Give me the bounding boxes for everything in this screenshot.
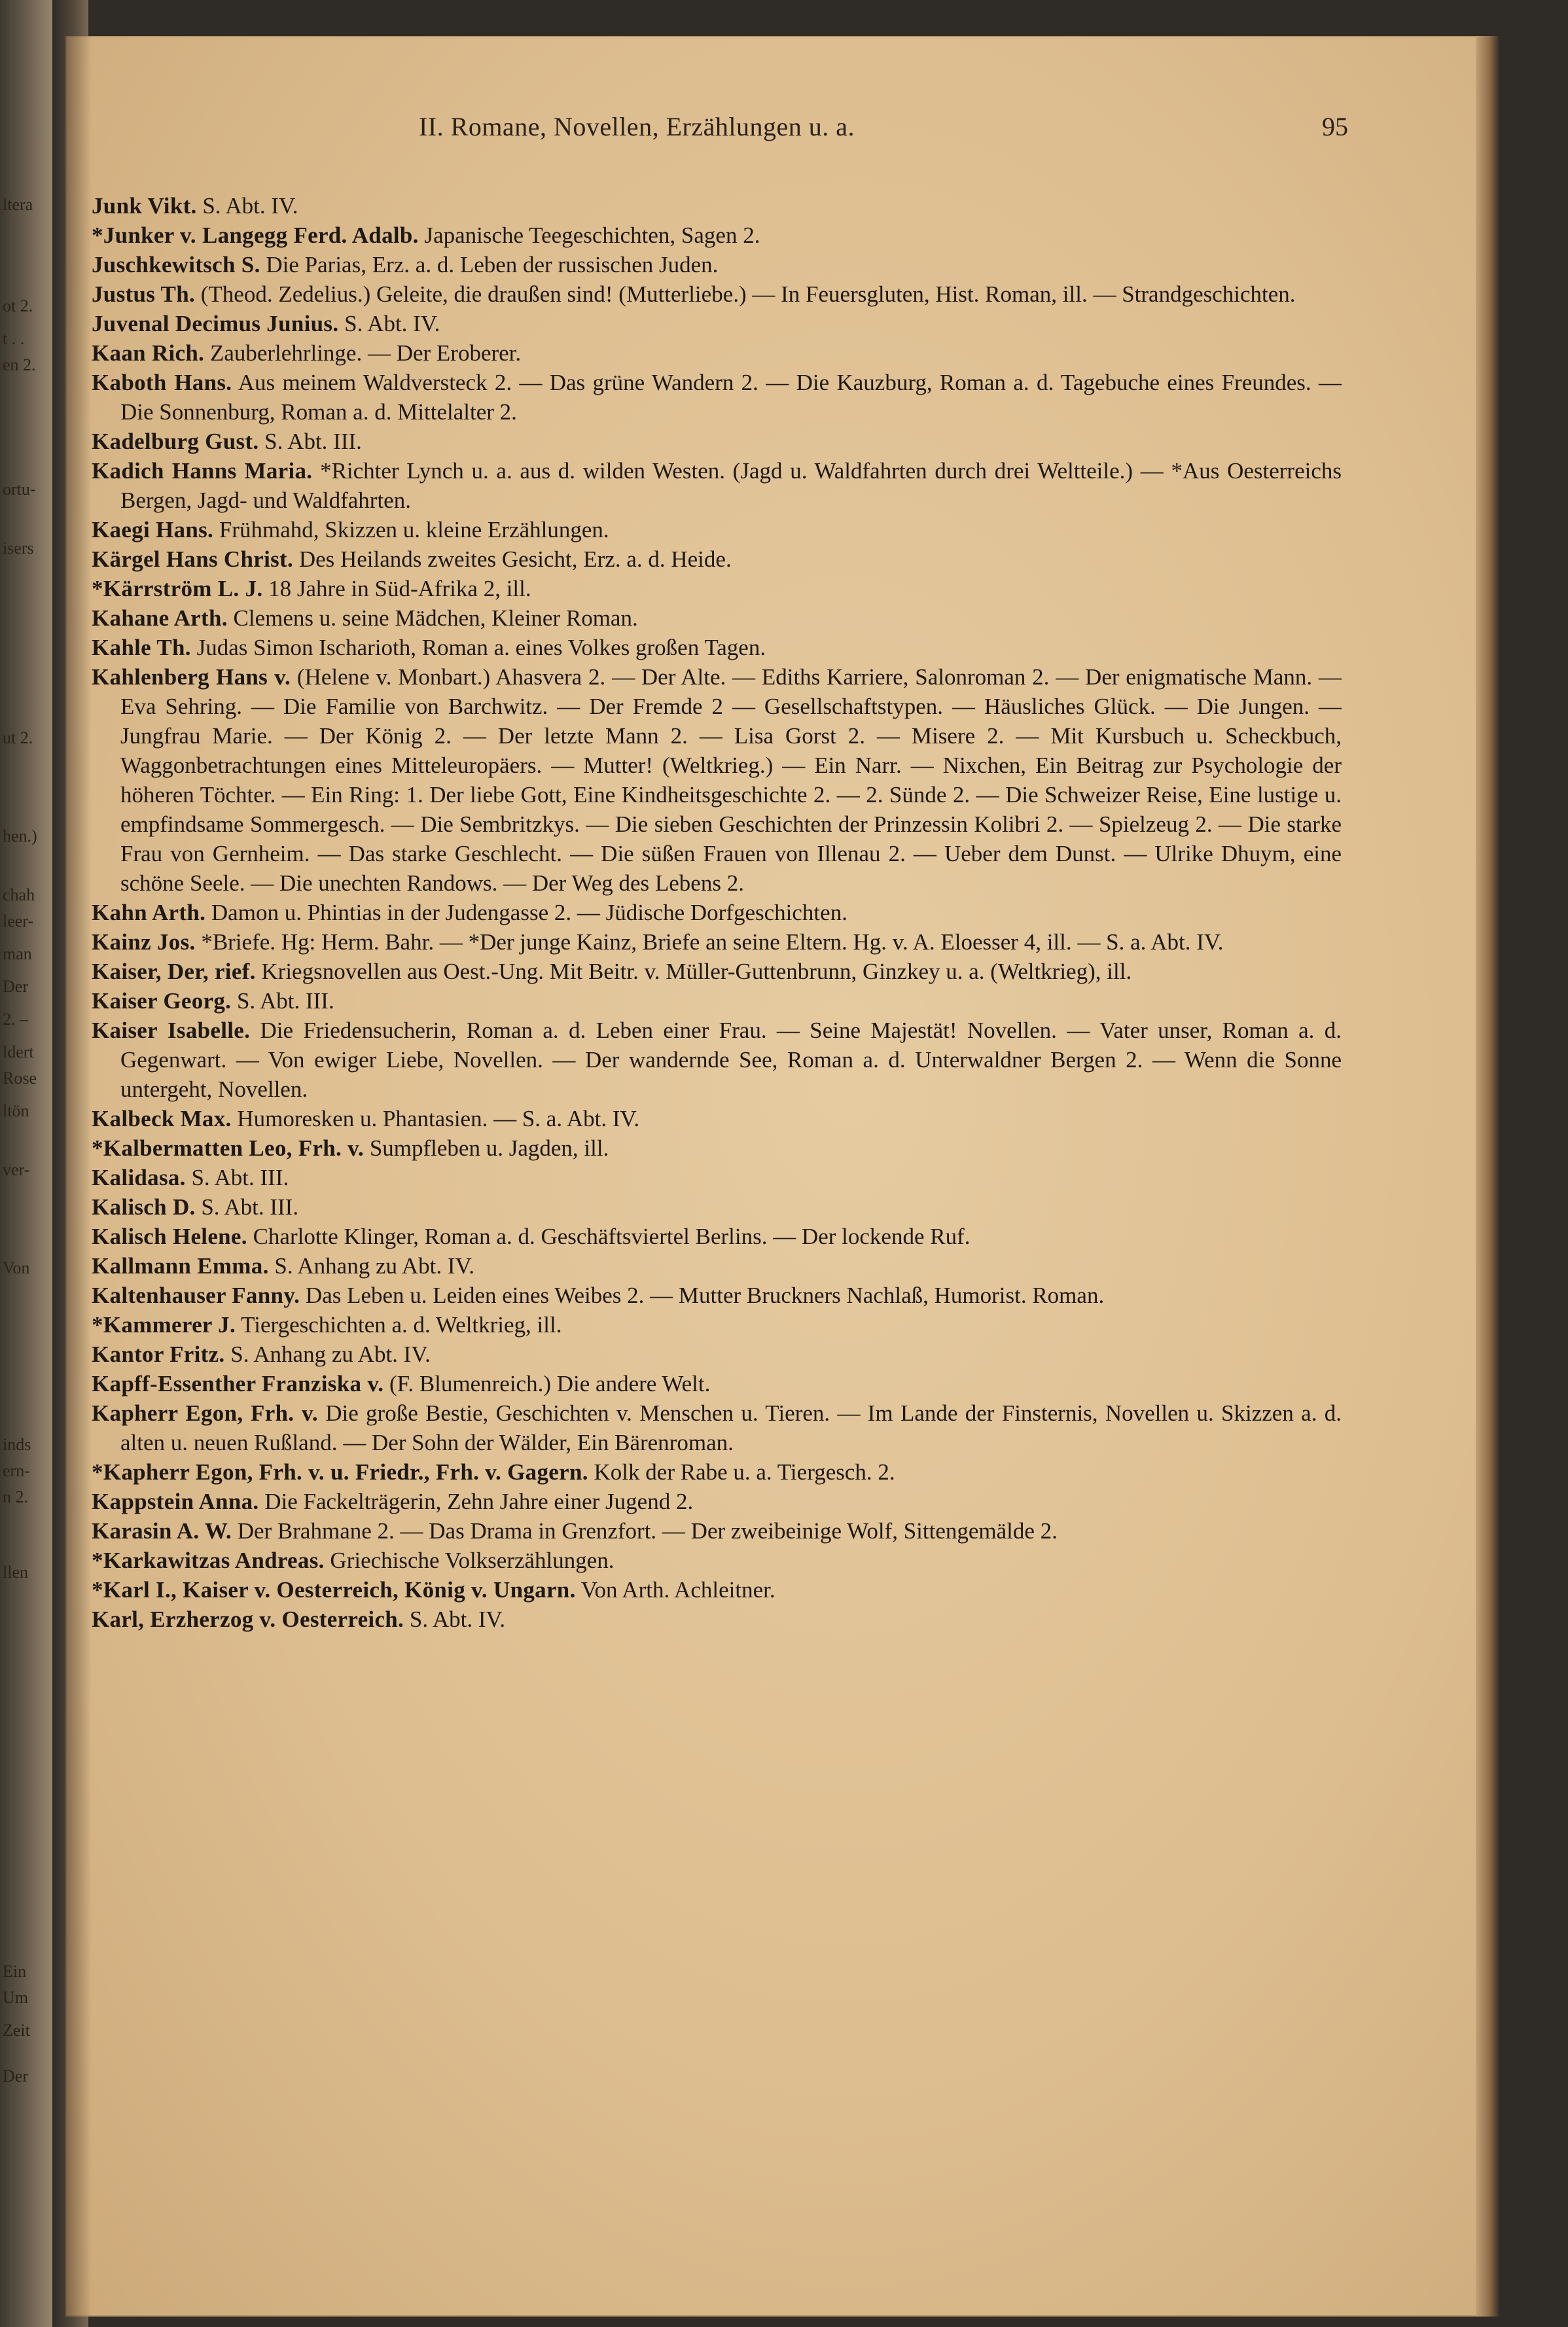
left-margin-fragment: llen bbox=[3, 1563, 28, 1582]
entry-text: Die Parias, Erz. a. d. Leben der russischen Juden. bbox=[260, 252, 719, 277]
entry-text: S. Abt. IV. bbox=[404, 1607, 506, 1632]
left-margin-fragment: ltera bbox=[3, 195, 33, 214]
entry-text: Tiergeschichten a. d. Weltkrieg, ill. bbox=[236, 1312, 562, 1338]
left-margin-fragment: Der bbox=[3, 977, 28, 996]
author-name: Kalbeck Max. bbox=[92, 1106, 232, 1131]
left-margin-fragment: ut 2. bbox=[3, 728, 33, 747]
list-item bbox=[92, 1104, 1342, 1133]
entry-text: 18 Jahre in Süd-Afrika 2, ill. bbox=[262, 576, 531, 601]
author-name: *Junker v. Langegg Ferd. Adalb. bbox=[92, 222, 419, 248]
list-item bbox=[92, 1369, 1342, 1398]
list-item bbox=[92, 309, 1342, 338]
author-name: Kaiser Isabelle. bbox=[92, 1018, 251, 1043]
author-name: *Kärrström L. J. bbox=[92, 576, 263, 601]
list-item bbox=[92, 221, 1342, 250]
entry-text: S. Anhang zu Abt. IV. bbox=[224, 1341, 431, 1367]
entry-text: (Theod. Zedelius.) Geleite, die draußen sind! (Mutterliebe.) — In Feuersgluten, Hist. Roman, ill. — Strandgeschichten. bbox=[195, 281, 1296, 307]
list-item bbox=[92, 515, 1342, 544]
author-name: Kalisch D. bbox=[92, 1194, 196, 1220]
author-name: Junk Vikt. bbox=[92, 193, 197, 219]
entry-text: Die Fackelträgerin, Zehn Jahre einer Jugend 2. bbox=[258, 1489, 694, 1514]
list-item bbox=[92, 633, 1342, 662]
entry-text: S. Abt. III. bbox=[185, 1165, 289, 1190]
entry-text: Clemens u. seine Mädchen, Kleiner Roman. bbox=[227, 605, 638, 631]
left-margin-fragment: leer- bbox=[3, 912, 34, 931]
entry-text: Die Friedensucherin, Roman a. d. Leben einer Frau. — Seine Majestät! Novellen. — Vater unser, Roman a. d. Gegenwart. — Von ewiger Liebe, Novellen. — Der wandernde See, Roman a. d. Unterwaldner Bergen 2. — Wenn die Sonne untergeht, Novellen. bbox=[120, 1018, 1342, 1102]
list-item bbox=[92, 1398, 1342, 1457]
left-margin-fragment: ver- bbox=[3, 1160, 30, 1179]
author-name: Kahle Th. bbox=[92, 635, 191, 660]
entry-text: (F. Blumenreich.) Die andere Welt. bbox=[383, 1371, 711, 1396]
list-item bbox=[92, 957, 1342, 986]
list-item bbox=[92, 1281, 1342, 1310]
author-name: *Karl I., Kaiser v. Oesterreich, König v. Ungarn. bbox=[92, 1577, 576, 1603]
list-item bbox=[92, 1163, 1342, 1192]
author-name: Kalidasa. bbox=[92, 1165, 186, 1190]
entry-text: Frühmahd, Skizzen u. kleine Erzählungen. bbox=[213, 517, 609, 542]
left-margin-fragment: inds bbox=[3, 1435, 31, 1454]
entry-text: Japanische Teegeschichten, Sagen 2. bbox=[418, 222, 760, 248]
list-item bbox=[92, 603, 1342, 633]
author-name: Karl, Erzherzog v. Oesterreich. bbox=[92, 1607, 404, 1632]
entry-text: Judas Simon Ischarioth, Roman a. eines Volkes großen Tagen. bbox=[190, 635, 766, 660]
left-margin-fragment: 2. – bbox=[3, 1010, 28, 1029]
list-item bbox=[92, 1133, 1342, 1163]
left-margin-fragment: t . . bbox=[3, 329, 25, 348]
left-margin-fragment: Von bbox=[3, 1258, 30, 1277]
author-name: Kantor Fritz. bbox=[92, 1341, 225, 1367]
left-margin-fragment: chah bbox=[3, 885, 35, 904]
entry-text: S. Abt. III. bbox=[258, 429, 362, 454]
list-item bbox=[92, 427, 1342, 456]
entry-text: Kriegsnovellen aus Oest.-Ung. Mit Beitr. v. Müller-Guttenbrunn, Ginzkey u. a. (Weltkrieg), ill. bbox=[255, 959, 1132, 984]
author-name: Kadich Hanns Maria. bbox=[92, 458, 313, 484]
left-margin-fragment: Ein bbox=[3, 1962, 27, 1981]
entry-text: (Helene v. Monbart.) Ahasvera 2. — Der Alte. — Ediths Karriere, Salonroman 2. — Der enigmatische Mann. — Eva Sehring. — Die Familie von Barchwitz. — Der Fremde 2 — Gesellschaftstypen. — Häusliches Glück. — Die Jungen. — Jungfrau Marie. — Der König 2. — Der letzte Mann 2. — Lisa Gorst 2. — Misere 2. — Mit Kursbuch u. Scheckbuch, Waggonbetrachtungen eines Mitteleuropäers. — Mutter! (Weltkrieg.) — Ein Narr. — Nixchen, Ein Beitrag zur Psychologie der höheren Töchter. — Ein Ring: 1. Der liebe Gott, Eine Kindheitsgeschichte 2. — 2. Sünde 2. — Die Schweizer Reise, Eine lustige u. empfindsame Sommergesch. — Die Sembritzkys. — Die sieben Geschichten der Prinzessin Kolibri 2. — Spielzeug 2. — Die starke Frau von Gernheim. — Das starke Geschlecht. — Die süßen Frauen von Illenau 2. — Ueber dem Dunst. — Ulrike Dhuym, eine schöne Seele. — Die unechten Randows. — Der Weg des Lebens 2. bbox=[120, 664, 1342, 896]
entry-text: S. Abt. IV. bbox=[196, 193, 298, 219]
entry-text: Des Heilands zweites Gesicht, Erz. a. d. Heide. bbox=[293, 546, 732, 572]
author-name: *Kalbermatten Leo, Frh. v. bbox=[92, 1135, 365, 1161]
author-name: Kaegi Hans. bbox=[92, 517, 214, 542]
entry-text: Humoresken u. Phantasien. — S. a. Abt. IV. bbox=[231, 1106, 640, 1131]
list-item bbox=[92, 1222, 1342, 1251]
list-item bbox=[92, 574, 1342, 603]
left-margin-fragment: isers bbox=[3, 539, 34, 558]
author-name: *Kapherr Egon, Frh. v. u. Friedr., Frh. v. Gagern. bbox=[92, 1459, 588, 1485]
left-margin-fragment: Rose bbox=[3, 1069, 37, 1088]
author-name: Kaiser Georg. bbox=[92, 988, 232, 1014]
entry-text: Der Brahmane 2. — Das Drama in Grenzfort. — Der zweibeinige Wolf, Sittengemälde 2. bbox=[231, 1518, 1058, 1544]
left-margin-fragment: ortu- bbox=[3, 480, 36, 499]
author-name: Kahane Arth. bbox=[92, 605, 228, 631]
author-name: *Karkawitzas Andreas. bbox=[92, 1548, 325, 1573]
left-margin-fragment: ot 2. bbox=[3, 296, 33, 315]
list-item bbox=[92, 662, 1342, 898]
list-item bbox=[92, 338, 1342, 368]
author-name: Kadelburg Gust. bbox=[92, 429, 259, 454]
left-margin-fragment: ldert bbox=[3, 1042, 34, 1061]
author-name: Karasin A. W. bbox=[92, 1518, 232, 1544]
entry-text: Zauberlehrlinge. — Der Eroberer. bbox=[204, 340, 522, 366]
entry-text: Damon u. Phintias in der Judengasse 2. — Jüdische Dorfgeschichten. bbox=[205, 900, 847, 925]
entry-text: Sumpfleben u. Jagden, ill. bbox=[364, 1135, 609, 1161]
list-item bbox=[92, 1516, 1342, 1546]
left-margin-fragment: en 2. bbox=[3, 355, 36, 374]
list-item bbox=[92, 1487, 1342, 1516]
entry-text: S. Abt. IV. bbox=[338, 311, 440, 336]
entry-text: S. Abt. III. bbox=[195, 1194, 299, 1220]
entry-text: Charlotte Klinger, Roman a. d. Geschäftsviertel Berlins. — Der lockende Ruf. bbox=[247, 1224, 971, 1249]
entry-text: Die große Bestie, Geschichten v. Menschen u. Tieren. — Im Lande der Finsternis, Novellen u. Skizzen a. d. alten u. neuen Rußland. — Der Sohn der Wälder, Ein Bärenroman. bbox=[120, 1400, 1342, 1455]
bibliography-list bbox=[92, 191, 1342, 1634]
list-item bbox=[92, 191, 1342, 221]
list-item bbox=[92, 986, 1342, 1016]
author-name: *Kammerer J. bbox=[92, 1312, 236, 1338]
list-item bbox=[92, 1251, 1342, 1281]
author-name: Kallmann Emma. bbox=[92, 1253, 269, 1279]
list-item bbox=[92, 1457, 1342, 1487]
entry-text: S. Anhang zu Abt. IV. bbox=[268, 1253, 474, 1279]
entry-text: *Richter Lynch u. a. aus d. wilden Westen. (Jagd u. Waldfahrten durch drei Weltteile.) — *Aus Oesterreichs Bergen, Jagd- und Waldfahrten. bbox=[120, 458, 1342, 513]
list-item bbox=[92, 1016, 1342, 1104]
running-header bbox=[419, 111, 1348, 151]
author-name: Kärgel Hans Christ. bbox=[92, 546, 294, 572]
author-name: Kapff-Essenther Franziska v. bbox=[92, 1371, 384, 1396]
left-margin-fragment: hen.) bbox=[3, 826, 37, 845]
entry-text: *Briefe. Hg: Herm. Bahr. — *Der junge Kainz, Briefe an seine Eltern. Hg. v. A. Eloesser 4, ill. — S. a. Abt. IV. bbox=[195, 929, 1224, 955]
entry-text: Griechische Volkserzählungen. bbox=[324, 1548, 615, 1573]
list-item bbox=[92, 456, 1342, 515]
left-margin-fragment: man bbox=[3, 944, 32, 963]
list-item bbox=[92, 1310, 1342, 1340]
author-name: Kaltenhauser Fanny. bbox=[92, 1283, 300, 1308]
header-title: II. Romane, Novellen, Erzählungen u. a. bbox=[419, 112, 855, 141]
author-name: Juschkewitsch S. bbox=[92, 252, 260, 277]
list-item bbox=[92, 368, 1342, 427]
author-name: Kaan Rich. bbox=[92, 340, 205, 366]
list-item bbox=[92, 1575, 1342, 1605]
entry-text: Von Arth. Achleitner. bbox=[575, 1577, 775, 1603]
list-item bbox=[92, 279, 1342, 309]
author-name: Kalisch Helene. bbox=[92, 1224, 247, 1249]
list-item bbox=[92, 1192, 1342, 1222]
list-item bbox=[92, 544, 1342, 574]
entry-text: S. Abt. III. bbox=[231, 988, 334, 1014]
page-shadow bbox=[65, 36, 92, 2317]
author-name: Kahn Arth. bbox=[92, 900, 206, 925]
entry-text: Das Leben u. Leiden eines Weibes 2. — Mutter Bruckners Nachlaß, Humorist. Roman. bbox=[300, 1283, 1105, 1308]
page-edge bbox=[1476, 36, 1499, 2317]
entry-text: Aus meinem Waldversteck 2. — Das grüne Wandern 2. — Die Kauzburg, Roman a. d. Tagebuche eines Freundes. — Die Sonnenburg, Roman a. d. Mittelalter 2. bbox=[120, 370, 1342, 425]
left-margin-fragment: Der bbox=[3, 2067, 28, 2086]
list-item bbox=[92, 898, 1342, 927]
author-name: Kahlenberg Hans v. bbox=[92, 664, 291, 690]
author-name: Kaiser, Der, rief. bbox=[92, 959, 256, 984]
list-item bbox=[92, 250, 1342, 279]
left-margin-fragment: ern- bbox=[3, 1461, 30, 1480]
left-margin-fragment: ltön bbox=[3, 1101, 29, 1120]
author-name: Kaboth Hans. bbox=[92, 370, 232, 395]
list-item bbox=[92, 1546, 1342, 1575]
left-margin-fragment: n 2. bbox=[3, 1487, 28, 1506]
entry-text: Kolk der Rabe u. a. Tiergesch. 2. bbox=[588, 1459, 895, 1485]
left-margin-fragment: Um bbox=[3, 1988, 28, 2007]
list-item bbox=[92, 927, 1342, 957]
list-item bbox=[92, 1340, 1342, 1369]
author-name: Justus Th. bbox=[92, 281, 196, 307]
list-item bbox=[92, 1605, 1342, 1634]
author-name: Kapherr Egon, Frh. v. bbox=[92, 1400, 318, 1426]
author-name: Kainz Jos. bbox=[92, 929, 196, 955]
left-margin-fragment: Zeit bbox=[3, 2021, 30, 2040]
author-name: Kappstein Anna. bbox=[92, 1489, 259, 1514]
author-name: Juvenal Decimus Junius. bbox=[92, 311, 339, 336]
page-number: 95 bbox=[1322, 112, 1348, 141]
